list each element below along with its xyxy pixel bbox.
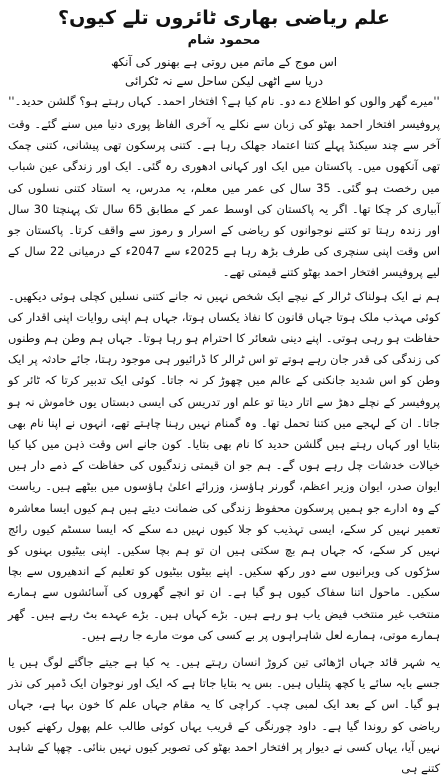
article-paragraph: پروفیسر افتخار احمد بھٹو کی زبان سے نکلے یہ آخری الفاظ پوری دنیا میں سنے گئے۔ وقت آخر سے چند سیکنڈ پہلے کتنا اعتماد جھلک رہا ہے۔ کتنی پرسکون تھی پیشانی، کتنی چمک تھی آنکھوں میں۔ پاکستان میں ایک اور کہانی ادھوری رہ گئی۔ ایک اور زندگی عین شباب میں رخصت ہو گئی۔ 35 سال کی عمر میں معلم، یہ مدرس، یہ استاد کتنی نسلوں کی آبیاری کر چکا تھا۔ اگر یہ پاکستان کی اوسط عمر کے مطابق 65 سال تک پہنچتا 30 سال اور زندہ رہتا تو کتنے نوجوانوں کو ریاضی کے اسرار و رموز سے واقف کرتا۔ پاکستان جو اس وقت اپنی سنچری کی طرف بڑھ رہا ہے 2025ء سے 2047ء کے درمیانی 22 سال کے لیے پروفیسر افتخار احمد بھٹو کتنے قیمتی تھے۔	[8, 117, 440, 280]
verse-text: اس موج کے ماتم میں روتی ہے بھنور کی آنکھ	[110, 55, 338, 69]
article-paragraph: یہ شہر قائد جہاں اڑھائی تین کروڑ انسان رہتے ہیں۔ یہ کیا ہے جیتے جاگتے لوگ ہیں یا جسے بایہ سائے یا کچھ پتلیاں ہیں۔ بس یہ بتایا جاتا ہے کہ ایک اور نوجوان ایک ڈمپر کی نذر ہو گیا۔ اس کے بعد ایک لمبی چپ۔ کراچی کا یہ مقام جہاں علم کا خون بہا ہے، جہاں ریاضی کو روندا گیا ہے۔ داود چورنگی کے قریب یہاں کوئی طالب علم پھول رکھنے کیوں نہیں آیا، یہاں کسی نے دیوار پر افتخار احمد بھٹو کی تصویر کیوں نہیں بنائی۔ چھپا کے شاہد کتنے ہی	[8, 655, 440, 776]
verse-text: دریا سے اٹھی لیکن ساحل سے نہ ٹکرائی	[124, 74, 324, 88]
verse-line	[8, 72, 440, 91]
article-author: محمود شام	[187, 33, 261, 48]
verse-line	[8, 53, 440, 72]
article-title: علم ریاضی بھاری ٹائروں تلے کیوں؟	[58, 7, 390, 29]
article-paragraph: ہم نے ایک ہولناک ٹرالر کے نیچے ایک شخص نہیں نہ جانے کتنی نسلیں کچلی ہوئی دیکھیں۔ کوئی مہذب ملک ہوتا جہاں قانون کا نفاذ یکساں ہوتا، جہاں ہم اپنی روایات اپنی اقدار کی حفاظت ہو رہی ہوتی۔ اپنے دینی شعائر کا احترام ہو رہا ہوتا۔ جہاں ہم وطن ہم وطنوں کی زندگی کی قدر جان رہے ہوتے تو اس ٹرالر کا ڈرائیور ہی موجود رہتا، جائے حادثہ پر ایک وطن کو اس شدید جانکنی کے عالم میں چھوڑ کر نہ جاتا۔ کوئی ایک تدبیر کرتا کہ ٹائر کو پروفیسر کے نچلے دھڑ سے اتار دیتا تو علم اور تدریس کی ایسی دبستاں یوں خاموش نہ ہو جاتا۔ ان کے لہجے میں کتنا تحمل تھا۔ وہ گمنام نہیں رہنا چاہتے تھے، انہوں نے اپنا نام بھی بتایا اور کہاں رہتے ہیں گلشن حدید کا نام بھی بتایا۔ کون جانے اس وقت ذہن میں کیا کیا خیالات خدشات چل رہے ہوں گے۔ ہم جو ان قیمتی زندگیوں کی حفاظت کے ذمے دار ہیں ایوان صدر، ایوان وزیر اعظم، گورنر ہاؤسز، وزرائے اعلیٰ ہاؤسوں میں بیٹھے ہیں۔ ریاست کے وہ ادارے جو ہمیں پرسکون محفوظ زندگی کی ضمانت دیتے ہیں ہم کیوں ایسا معاشرہ تعمیر نہیں کر سکے، ایسی تہذیب کو جلا کیوں نہیں دے سکے کہ ایسا سسٹم کیوں رائج نہیں کر سکے، کہ جہاں ہم بچ سکتی ہیں ان تو ہم بچا سکیں۔ اپنی بیٹیوں بہنوں کو سڑکوں کی ویرانیوں سے دور رکھ سکیں۔ اپنے بیٹوں بیٹیوں کو تعلیم کے اندھیروں سے بچا سکیں۔ ماحول اتنا سفاک کیوں ہو گیا ہے۔ ان تو انچے گھروں کی آسائشوں سے ہمارے منتخب غیر منتخب فیض یاب ہو رہے ہیں۔ بڑے کہاں ہیں۔ بڑے عہدے بٹ رہے ہیں۔ گھر ہمارے موتی، ہمارے لعل شاہراہوں پر بے کسی کی موت مارے جا رہے ہیں۔	[8, 288, 440, 642]
opening-quote: ''میرے گھر والوں کو اطلاع دے دو۔ نام کیا ہے؟ افتخار احمد۔ کہاں رہتے ہو؟ گلشن حدید۔''	[8, 94, 440, 108]
